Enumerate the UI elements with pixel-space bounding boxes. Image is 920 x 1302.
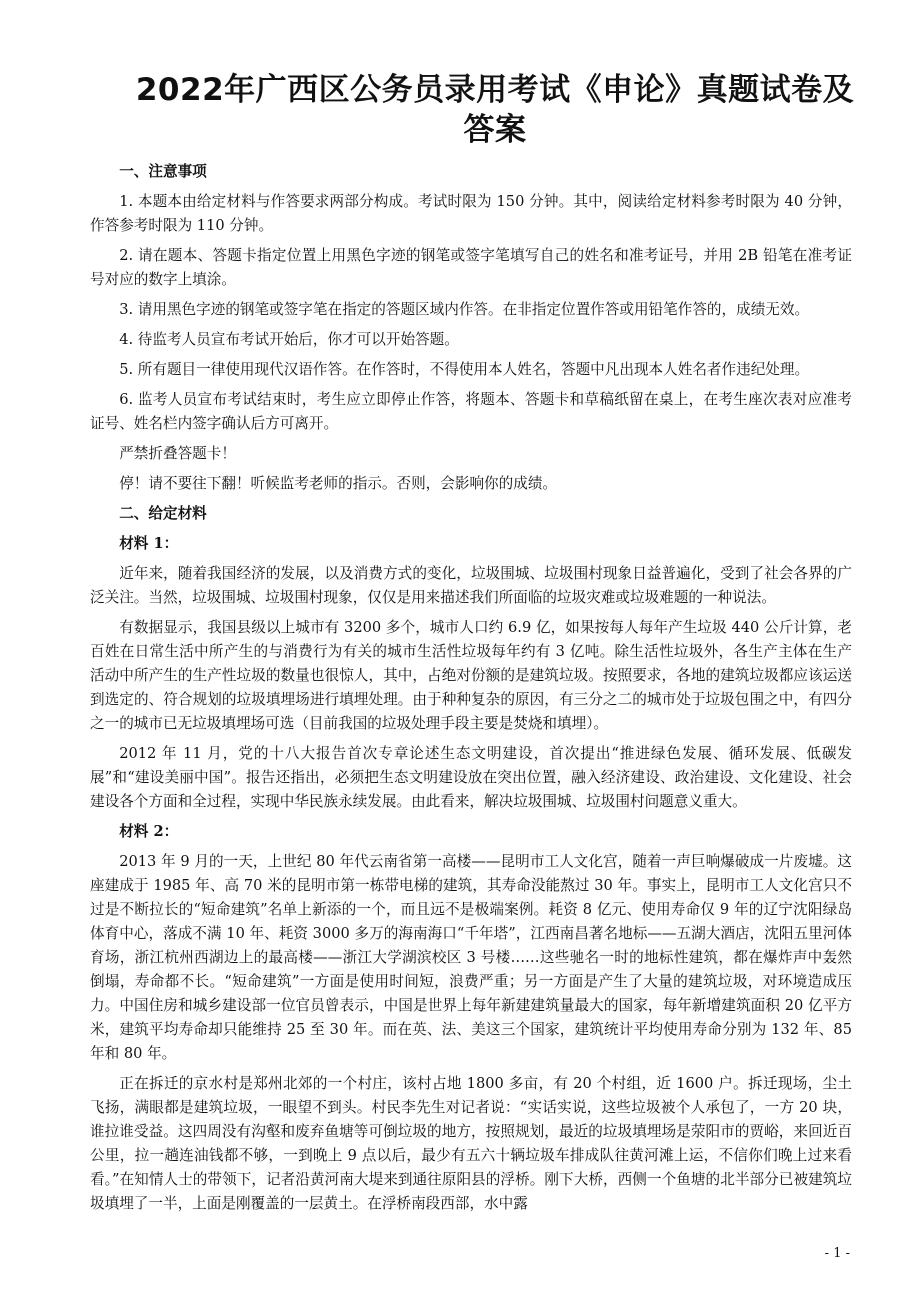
material-label: 材料 2：	[119, 823, 179, 840]
note-item: 6. 监考人员宣布考试结束时，考生应立即停止作答，将题本、答题卡和草稿纸留在桌上，在考生座次表对应准考证号、姓名栏内签字确认后方可离开。	[90, 391, 852, 432]
document-title: 2022年广西区公务员录用考试《申论》真题试卷及答案	[135, 72, 855, 148]
section-heading-notes: 一、注意事项	[119, 163, 207, 180]
section-heading-materials: 二、给定材料	[119, 505, 207, 522]
document-body	[90, 160, 852, 1222]
material-paragraph: 有数据显示，我国县级以上城市有 3200 多个，城市人口约 6.9 亿，如果按每人每年产生垃圾 440 公斤计算，老百姓在日常生活中所产生的与消费行为有关的城市生活性垃圾每年约有 3 亿吨。除生活性垃圾外，各生产主体在生产活动中所产生的生产性垃圾的数量也很惊人，其中，占绝对份额的是建筑垃圾。按照要求，各地的建筑垃圾都应该运送到选定的、符合规划的垃圾填埋场进行填埋处理。由于种种复杂的原因，有三分之二的城市处于垃圾包围之中，有四分之一的城市已无垃圾填埋场可选（目前我国的垃圾处理手段主要是焚烧和填埋）。	[90, 619, 852, 732]
note-item: 4. 待监考人员宣布考试开始后，你才可以开始答题。	[119, 331, 459, 348]
note-item: 3. 请用黑色字迹的钢笔或签字笔在指定的答题区域内作答。在非指定位置作答或用铅笔作答的，成绩无效。	[119, 301, 810, 318]
material-paragraph: 2012 年 11 月，党的十八大报告首次专章论述生态文明建设，首次提出“推进绿色发展、循环发展、低碳发展”和“建设美丽中国”。报告还指出，必须把生态文明建设放在突出位置，融入经济建设、政治建设、文化建设、社会建设各个方面和全过程，实现中华民族永续发展。由此看来，解决垃圾围城、垃圾围村问题意义重大。	[90, 745, 852, 810]
material-paragraph: 正在拆迁的京水村是郑州北郊的一个村庄，该村占地 1800 多亩，有 20 个村组，近 1600 户。拆迁现场，尘土飞扬，满眼都是建筑垃圾，一眼望不到头。村民李先生对记者说：“实话实说，这些垃圾被个人承包了，一方 20 块，谁拉谁受益。这四周没有沟壑和废弃鱼塘等可倒垃圾的地方，按照规划，最近的垃圾填埋场是荥阳市的贾峪，来回近百公里，拉一趟连油钱都不够，一到晚上 9 点以后，最少有五六十辆垃圾车排成队往黄河滩上运，不信你们晚上过来看看。”在知情人士的带领下，记者沿黄河南大堤来到通往原阳县的浮桥。刚下大桥，西侧一个鱼塘的北半部分已被建筑垃圾填埋了一半，上面是刚覆盖的一层黄土。在浮桥南段西部，水中露	[90, 1075, 852, 1212]
material-paragraph: 2013 年 9 月的一天，上世纪 80 年代云南省第一高楼——昆明市工人文化宫，随着一声巨响爆破成一片废墟。这座建成于 1985 年、高 70 米的昆明市第一栋带电梯的建筑，其寿命没能熬过 30 年。事实上，昆明市工人文化宫只不过是不断拉长的“短命建筑”名单上新添的一个，而且远不是极端案例。耗资 8 亿元、使用寿命仅 9 年的辽宁沈阳绿岛体育中心，落成不满 10 年、耗资 3000 多万的海南海口“千年塔”，江西南昌著名地标——五湖大酒店，沈阳五里河体育场，浙江杭州西湖边上的最高楼——浙江大学湖滨校区 3 号楼……这些驰名一时的地标性建筑，都在爆炸声中轰然倒塌，寿命都不长。“短命建筑”一方面是使用时间短，浪费严重；另一方面是产生了大量的建筑垃圾，对环境造成压力。中国住房和城乡建设部一位官员曾表示，中国是世界上每年新建建筑量最大的国家，每年新增建筑面积 20 亿平方米，建筑平均寿命却只能维持 25 至 30 年。而在英、法、美这三个国家，建筑统计平均使用寿命分别为 132 年、85 年和 80 年。	[90, 853, 852, 1062]
material-label: 材料 1：	[119, 535, 179, 552]
note-item: 5. 所有题目一律使用现代汉语作答。在作答时，不得使用本人姓名，答题中凡出现本人姓名者作违纪处理。	[119, 361, 810, 378]
note-item: 2. 请在题本、答题卡指定位置上用黑色字迹的钢笔或签字笔填写自己的姓名和准考证号，并用 2B 铅笔在准考证号对应的数字上填涂。	[90, 247, 852, 288]
note-item: 严禁折叠答题卡！	[119, 445, 236, 462]
note-item: 停！请不要往下翻！听候监考老师的指示。否则，会影响你的成绩。	[119, 475, 558, 492]
page-number: - 1 -	[824, 1246, 850, 1261]
material-paragraph: 近年来，随着我国经济的发展，以及消费方式的变化，垃圾围城、垃圾围村现象日益普遍化，受到了社会各界的广泛关注。当然，垃圾围城、垃圾围村现象，仅仅是用来描述我们所面临的垃圾灾难或垃圾难题的一种说法。	[90, 565, 852, 606]
note-item: 1. 本题本由给定材料与作答要求两部分构成。考试时限为 150 分钟。其中，阅读给定材料参考时限为 40 分钟，作答参考时限为 110 分钟。	[90, 193, 852, 234]
